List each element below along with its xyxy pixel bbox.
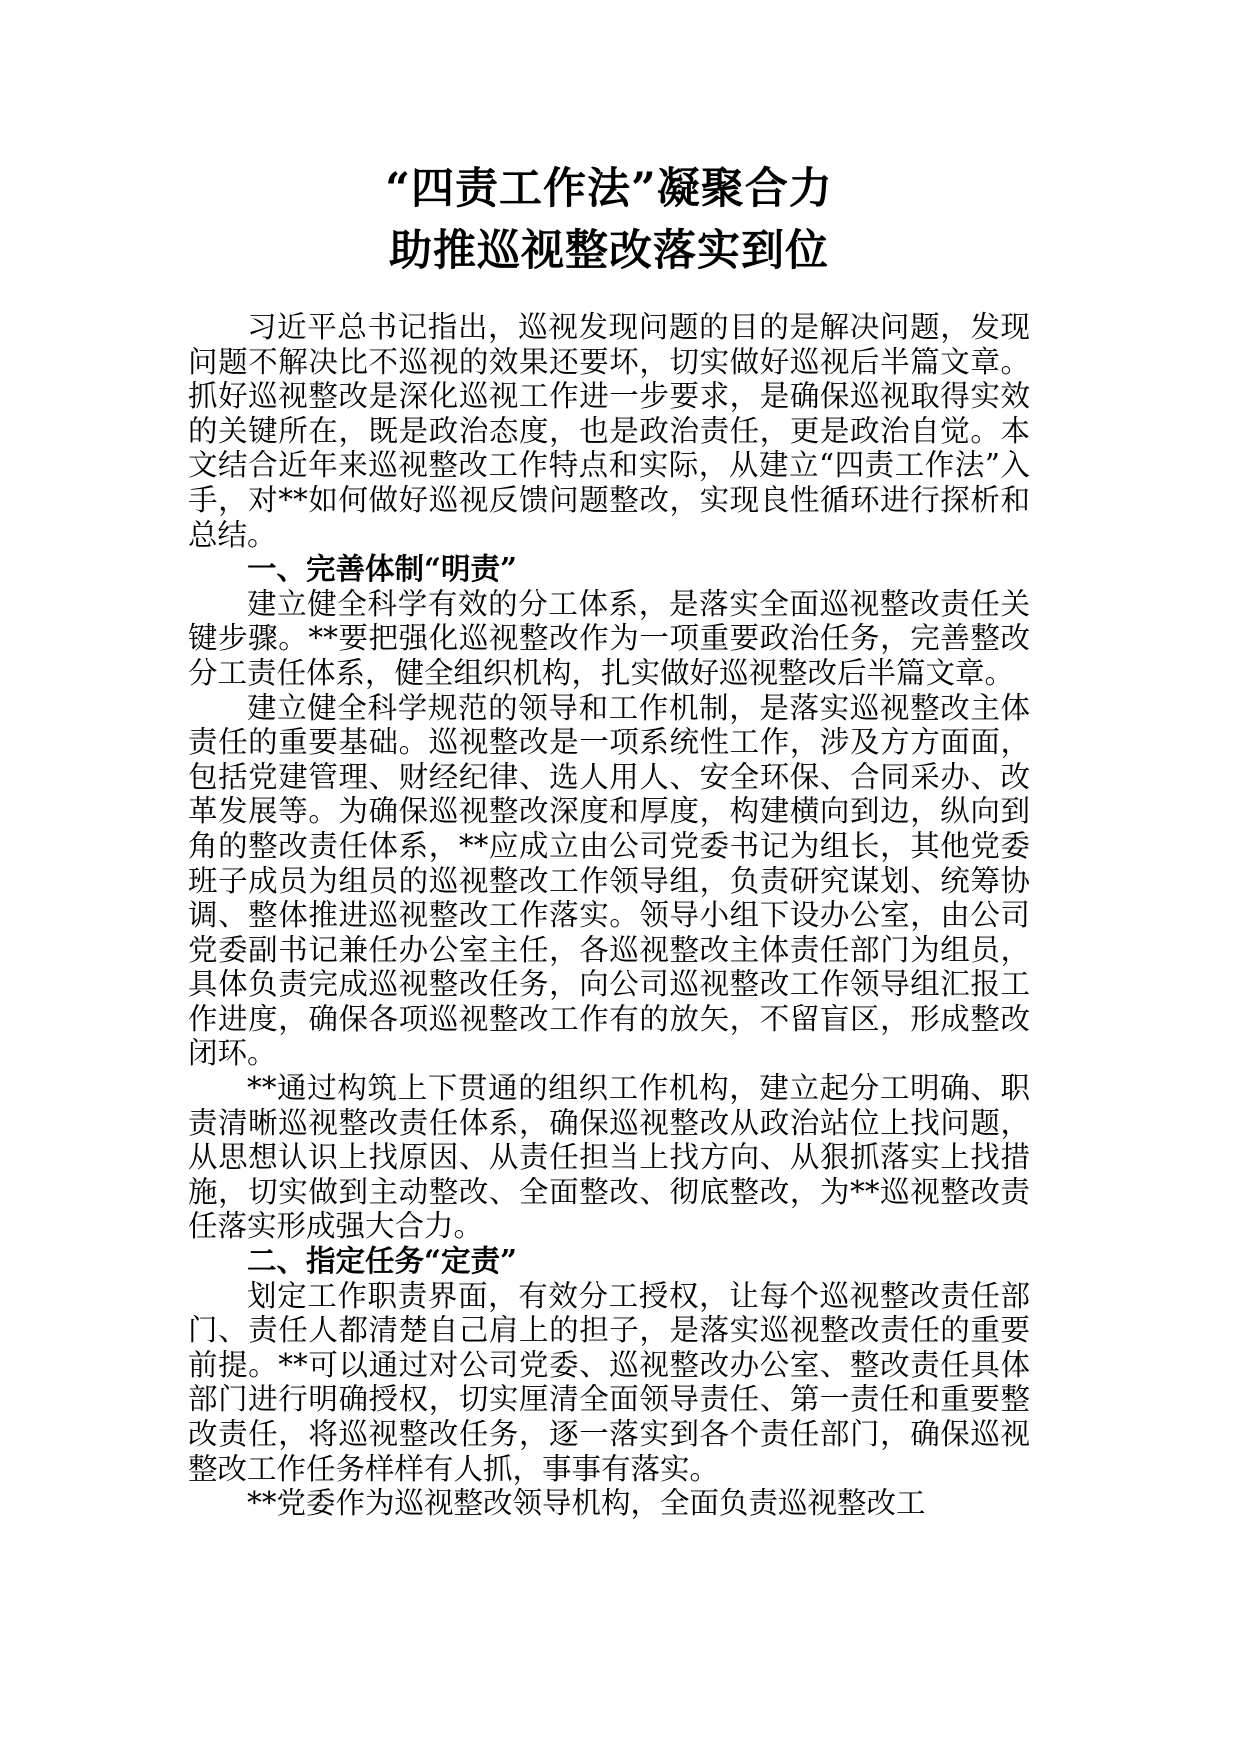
section-1-paragraph-2: 建立健全科学规范的领导和工作机制，是落实巡视整改主体责任的重要基础。巡视整改是一项系统性工作，涉及方方面面，包括党建管理、财经纪律、选人用人、安全环保、合同采办、改革发展等。为确保巡视整改深度和厚度，构建横向到边，纵向到角的整改责任体系，**应成立由公司党委书记为组长，其他党委班子成员为组员的巡视整改工作领导组，负责研究谋划、统筹协调、整体推进巡视整改工作落实。领导小组下设办公室，由公司党委副书记兼任办公室主任，各巡视整改主体责任部门为组员，具体负责完成巡视整改任务，向公司巡视整改工作领导组汇报工作进度，确保各项巡视整改工作有的放矢，不留盲区，形成整改闭环。 xyxy=(188,690,1030,1071)
title-line-2: 助推巡视整改落实到位 xyxy=(389,226,829,276)
section-2-paragraph-1: 划定工作职责界面，有效分工授权，让每个巡视整改责任部门、责任人都清楚自己肩上的担子，是落实巡视整改责任的重要前提。**可以通过对公司党委、巡视整改办公室、整改责任具体部门进行明确授权，切实厘清全面领导责任、第一责任和重要整改责任，将巡视整改任务，逐一落实到各个责任部门，确保巡视整改工作任务样样有人抓，事事有落实。 xyxy=(188,1278,1030,1486)
section-2-heading: 二、指定任务“定责” xyxy=(247,1243,517,1279)
title-line-1: “四责工作法”凝聚合力 xyxy=(385,164,833,214)
section-1-paragraph-1: 建立健全科学有效的分工体系，是落实全面巡视整改责任关键步骤。**要把强化巡视整改作为一项重要政治任务，完善整改分工责任体系，健全组织机构，扎实做好巡视整改后半篇文章。 xyxy=(188,586,1030,690)
document-body xyxy=(188,158,1030,1521)
intro-paragraph: 习近平总书记指出，巡视发现问题的目的是解决问题，发现问题不解决比不巡视的效果还要坏，切实做好巡视后半篇文章。抓好巡视整改是深化巡视工作进一步要求，是确保巡视取得实效的关键所在，既是政治态度，也是政治责任，更是政治自觉。本文结合近年来巡视整改工作特点和实际，从建立“四责工作法”入手，对**如何做好巡视反馈问题整改，实现良性循环进行探析和总结。 xyxy=(188,310,1030,552)
section-1-paragraph-3: **通过构筑上下贯通的组织工作机构，建立起分工明确、职责清晰巡视整改责任体系，确保巡视整改从政治站位上找问题，从思想认识上找原因、从责任担当上找方向、从狠抓落实上找措施，切实做到主动整改、全面整改、彻底整改，为**巡视整改责任落实形成强大合力。 xyxy=(188,1071,1030,1244)
title-block xyxy=(188,158,1030,282)
section-1-heading: 一、完善体制“明责” xyxy=(247,551,517,587)
section-2-paragraph-2: **党委作为巡视整改领导机构，全面负责巡视整改工 xyxy=(247,1486,926,1521)
